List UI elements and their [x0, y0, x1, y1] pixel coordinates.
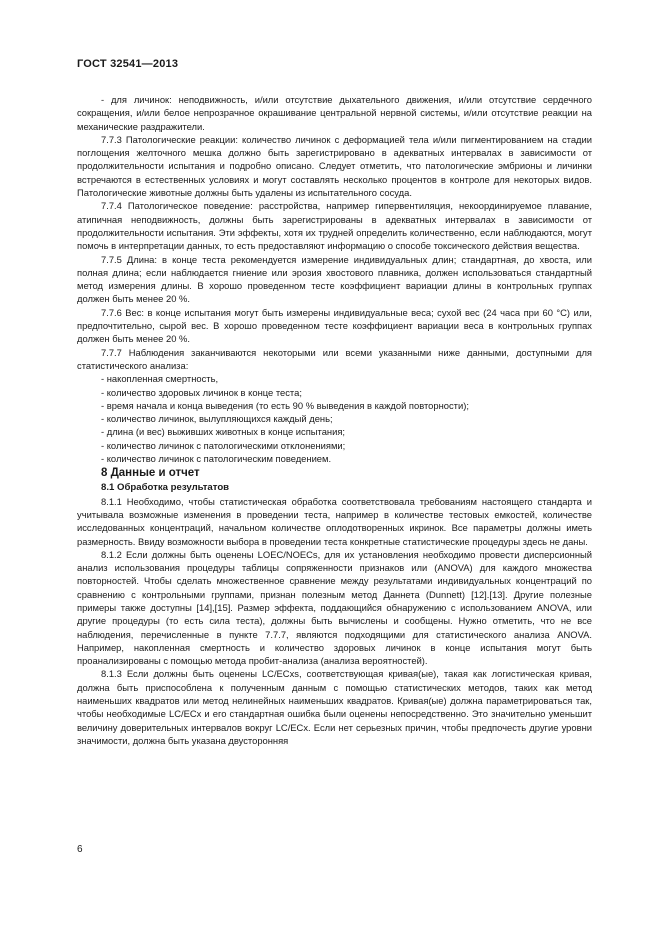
list-item: - количество личинок, вылупляющихся каждый день; — [101, 413, 333, 425]
list-item: - длина (и вес) выживших животных в конце испытания; — [101, 426, 346, 438]
page-content — [77, 93, 592, 747]
list-item: - количество здоровых личинок в конце теста; — [101, 386, 302, 398]
paragraph-8-1-1: 8.1.1 Необходимо, чтобы статистическая обработка соответствовала требованиям настоящего стандарта и учитывала возможные изменения в проведении теста, например в количестве тестовых емкостей, количестве исследованных концентраций, начальном количестве оплодотворенных икринок. Все параметры должны иметь размерность. Ввиду возможности выбора в проведении теста конкретные статистические процедуры здесь не даны. — [77, 495, 592, 547]
list-item: - количество личинок с патологическими отклонениями; — [101, 439, 346, 451]
document-header: ГОСТ 32541—2013 — [77, 58, 179, 70]
list-item: - накопленная смертность, — [101, 373, 219, 385]
list-item: - количество личинок с патологическим поведением. — [101, 453, 332, 465]
subsection-title: 8.1 Обработка результатов — [101, 482, 230, 494]
paragraph-7-7-3: 7.7.3 Патологические реакции: количество личинок с деформацией тела и/или пигментированием на стадии поглощения желточного мешка должно быть зарегистрировано в адекватных интервалах в зависимости от продолжительности испытания и подробно описано. Следует отметить, что патологические эмбрионы и личинки встречаются в естественных условиях и могут составлять несколько процентов в контроле для некоторых видов. Патологические животные должны быть удалены из испытательного сосуда. — [77, 133, 592, 199]
list-item: - время начала и конца выведения (то есть 90 % выведения в каждой повторности); — [101, 399, 469, 411]
observation-list — [77, 372, 592, 465]
paragraph-7-7-7: 7.7.7 Наблюдения заканчиваются некоторыми или всеми указанными ниже данными, доступными для статистического анализа: — [77, 346, 592, 371]
section-title: 8 Данные и отчет — [101, 467, 200, 480]
paragraph-8-1-2: 8.1.2 Если должны быть оценены LOEC/NOECs, для их установления необходимо провести дисперсионный анализ использования процедуры таблицы сопряженности признаков или (ANOVA) для каждого множества повторностей. Чтобы сделать множественное сравнение между результатами индивидуальных концентраций по сравнению с контрольными группами, признан полезным метод Даннета (Dunnett) [12].[13]. Другие полезные примеры также доступны [14],[15]. Размер эффекта, поддающийся обнаружению с использованием ANOVA, или другие процедуры (то есть сила теста), должны быть вычислены и сообщены. Нужно отметить, что не все наблюдения, перечисленные в пункте 7.7.7, являются подходящими для статистического анализа ANOVA. Например, накопленная смертность и количество здоровых личинок в конце испытания могут быть проанализированы с помощью метода пробит-анализа (анализа вероятностей). — [77, 548, 592, 667]
paragraph-7-7-5: 7.7.5 Длина: в конце теста рекомендуется измерение индивидуальных длин; стандартная, до хвоста, или полная длина; если наблюдается гниение или эрозия хвостового плавника, должен использоваться стандартный метод измерения длины. В хорошо проведенном тесте коэффициент вариации длины в контрольных группах должен быть менее 20 %. — [77, 253, 592, 305]
paragraph-7-7-6: 7.7.6 Вес: в конце испытания могут быть измерены индивидуальные веса; сухой вес (24 часа при 60 °С) или, предпочтительно, сырой вес. В хорошо проведенном тесте коэффициент вариации веса в контрольных группах должен быть менее 20 %. — [77, 306, 592, 345]
paragraph: - для личинок: неподвижность, и/или отсутствие дыхательного движения, и/или отсутствие сердечного сокращения, и/или белое непрозрачное окрашивание центральной нервной системы, и/или отсутствие реакции на механические раздражители. — [77, 94, 592, 132]
paragraph-8-1-3: 8.1.3 Если должны быть оценены LC/ECxs, соответствующая кривая(ые), такая как логистическая кривая, должна быть приспособлена к полученным данным с помощью статистических методов, таких как метод наименьших квадратов или метод нелинейных наименьших квадратов. Кривая(ые) должна параметрироваться так, чтобы необходимые LC/ECx и его стандартная ошибка были оценены непосредственно. Это значительно уменьшит величину доверительных интервалов вокруг LC/ECx. Если нет серьезных причин, чтобы предпочесть другие уровни значимости, должна быть указана двусторонняя — [77, 668, 592, 746]
paragraph-7-7-4: 7.7.4 Патологическое поведение: расстройства, например гипервентиляция, некоординируемое плавание, атипичная неподвижность, должны быть зарегистрированы в адекватных интервалах в зависимости от продолжительности испытания. Эти эффекты, хотя их трудней определить количественно, если наблюдаются, могут помочь в интерпретации данных, то есть предоставляют информацию о способе токсического действия вещества. — [77, 200, 592, 252]
page-number: 6 — [77, 844, 83, 855]
